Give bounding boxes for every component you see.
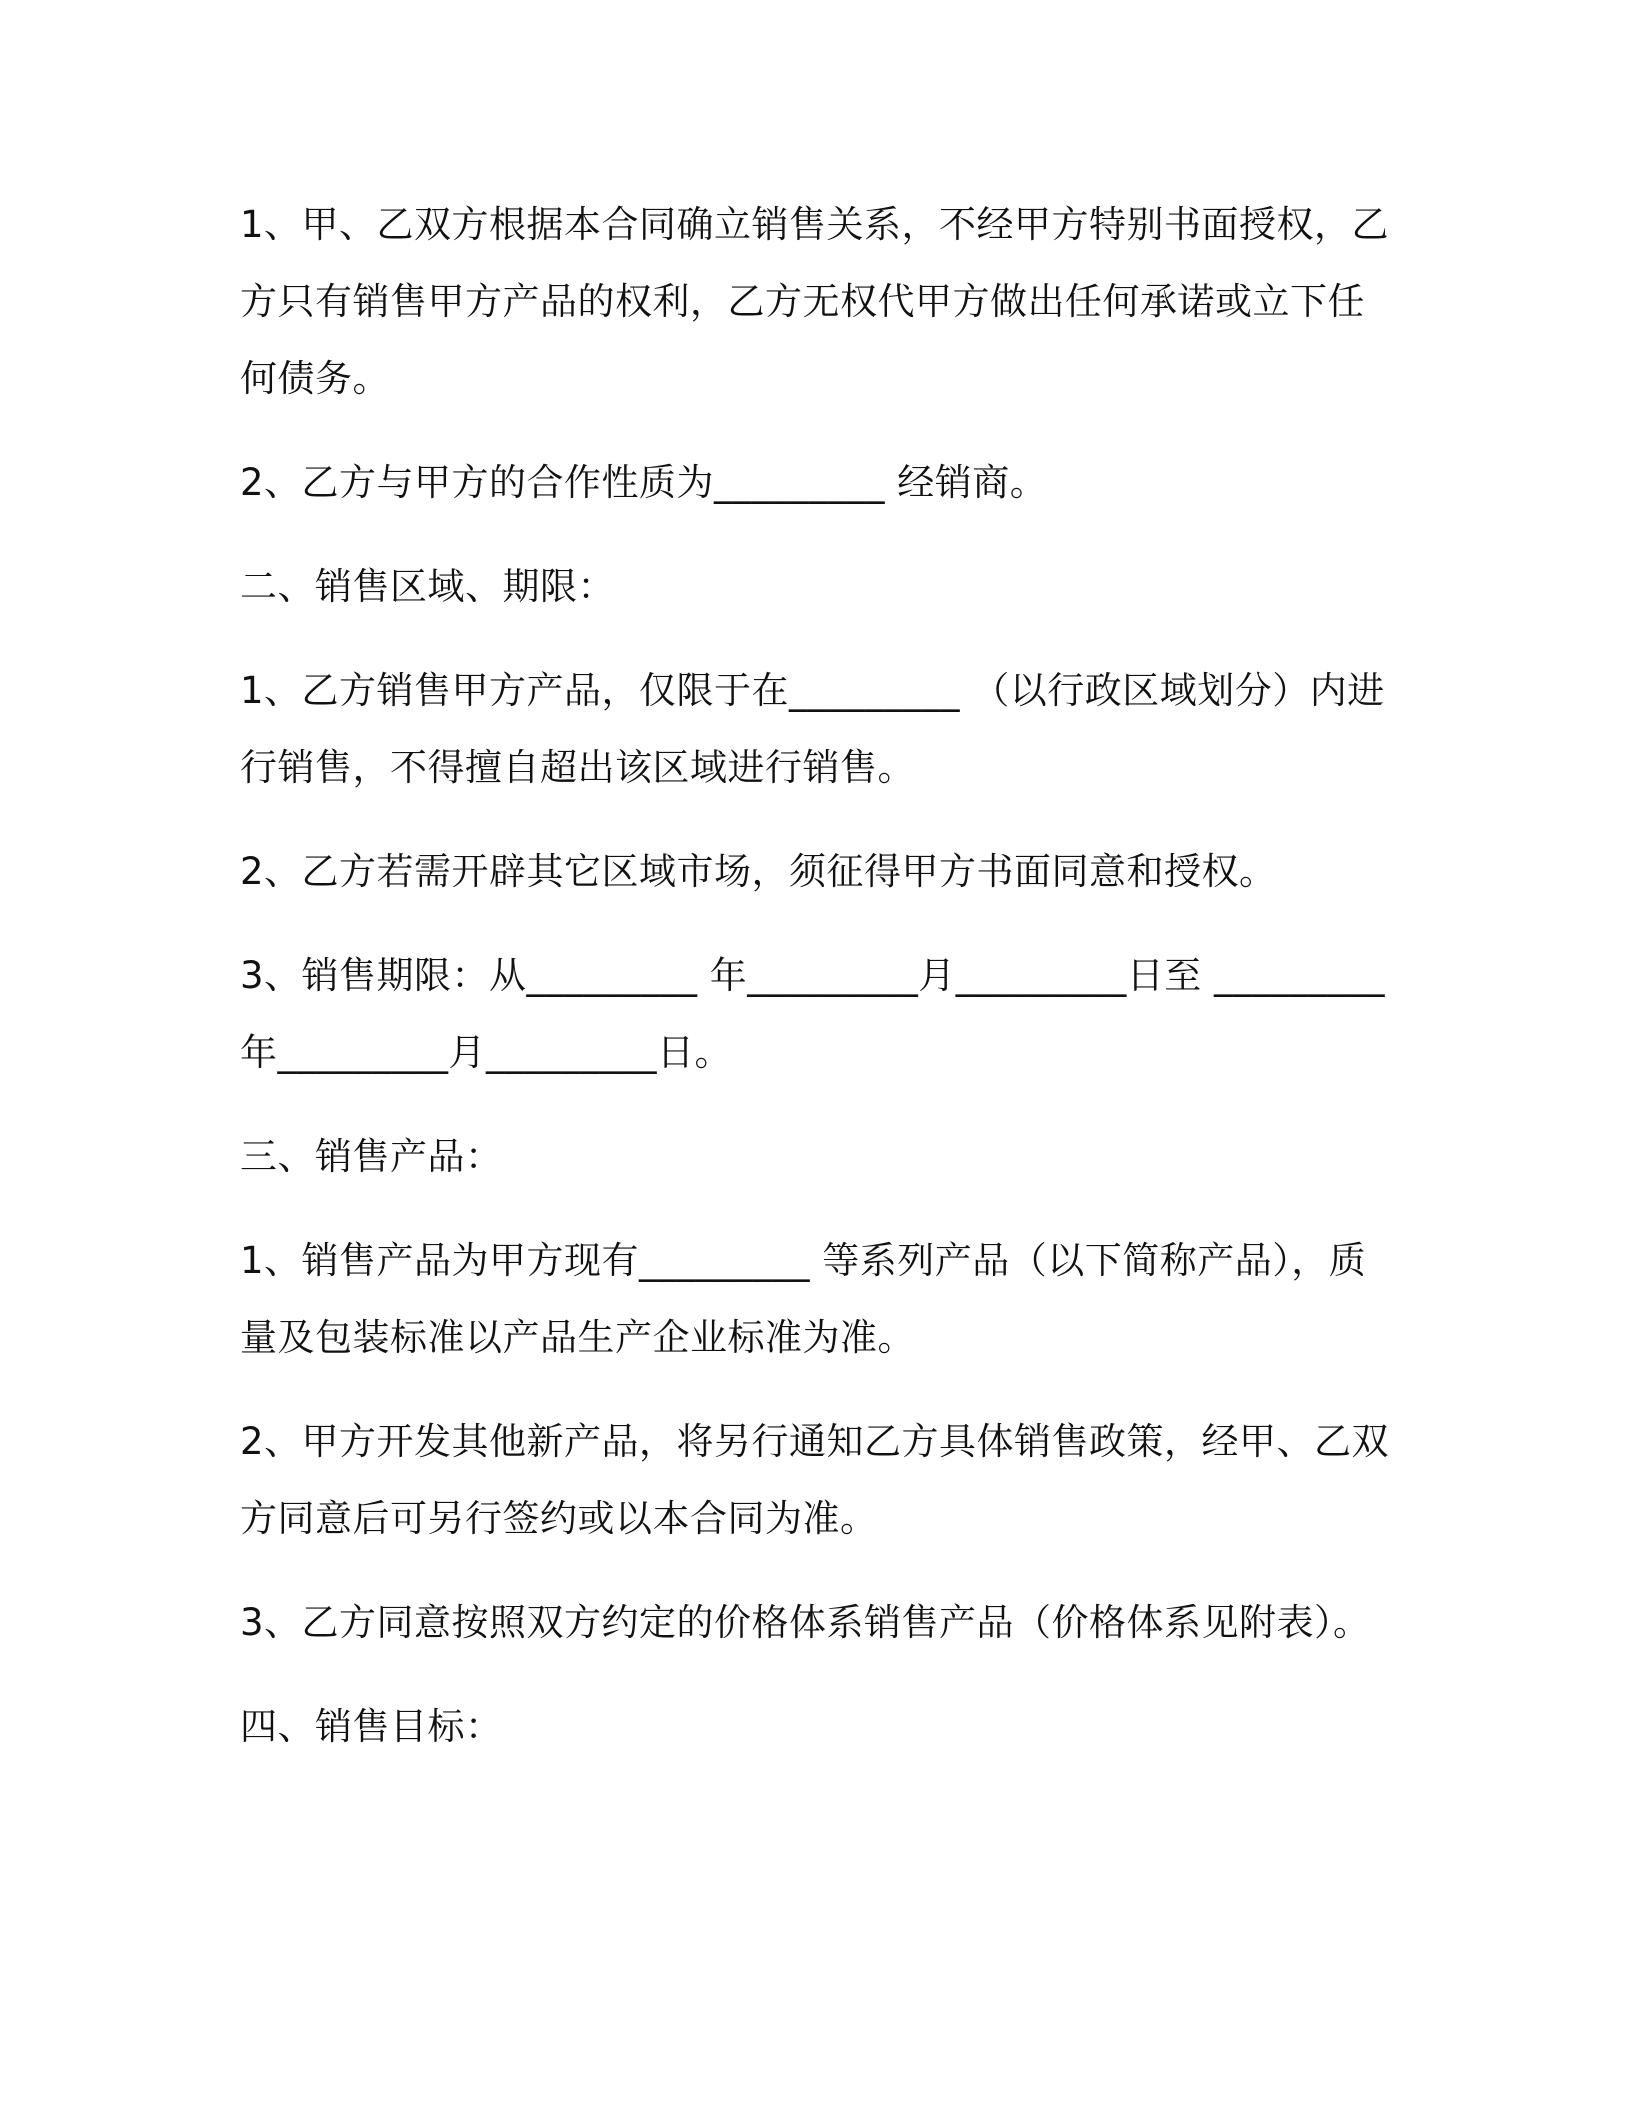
clause-1-1: 1、甲、乙双方根据本合同确立销售关系，不经甲方特别书面授权，乙方只有销售甲方产品的权利，乙方无权代甲方做出任何承诺或立下任何债务。 [240, 203, 1390, 400]
clause-1-2: 2、乙方与甲方的合作性质为_________ 经销商。 [240, 461, 1048, 504]
clause-3-2: 2、甲方开发其他新产品，将另行通知乙方具体销售政策，经甲、乙双方同意后可另行签约或以本合同为准。 [240, 1420, 1390, 1540]
section-heading-2: 二、销售区域、期限： [240, 565, 615, 608]
clause-2-1: 1、乙方销售甲方产品，仅限于在_________ （以行政区域划分）内进行销售，不得擅自超出该区域进行销售。 [240, 669, 1385, 789]
clause-3-3: 3、乙方同意按照双方约定的价格体系销售产品（价格体系见附表）。 [240, 1601, 1371, 1644]
contract-page [240, 186, 1390, 1792]
section-heading-3: 三、销售产品： [240, 1135, 503, 1178]
clause-2-2: 2、乙方若需开辟其它区域市场，须征得甲方书面同意和授权。 [240, 850, 1277, 893]
clause-3-1: 1、销售产品为甲方现有_________ 等系列产品（以下简称产品），质量及包装标准以产品生产企业标准为准。 [240, 1239, 1367, 1359]
section-heading-4: 四、销售目标： [240, 1705, 503, 1748]
clause-2-3: 3、销售期限：从_________ 年_________月_________日至 _________年_________月_________日。 [240, 954, 1386, 1074]
